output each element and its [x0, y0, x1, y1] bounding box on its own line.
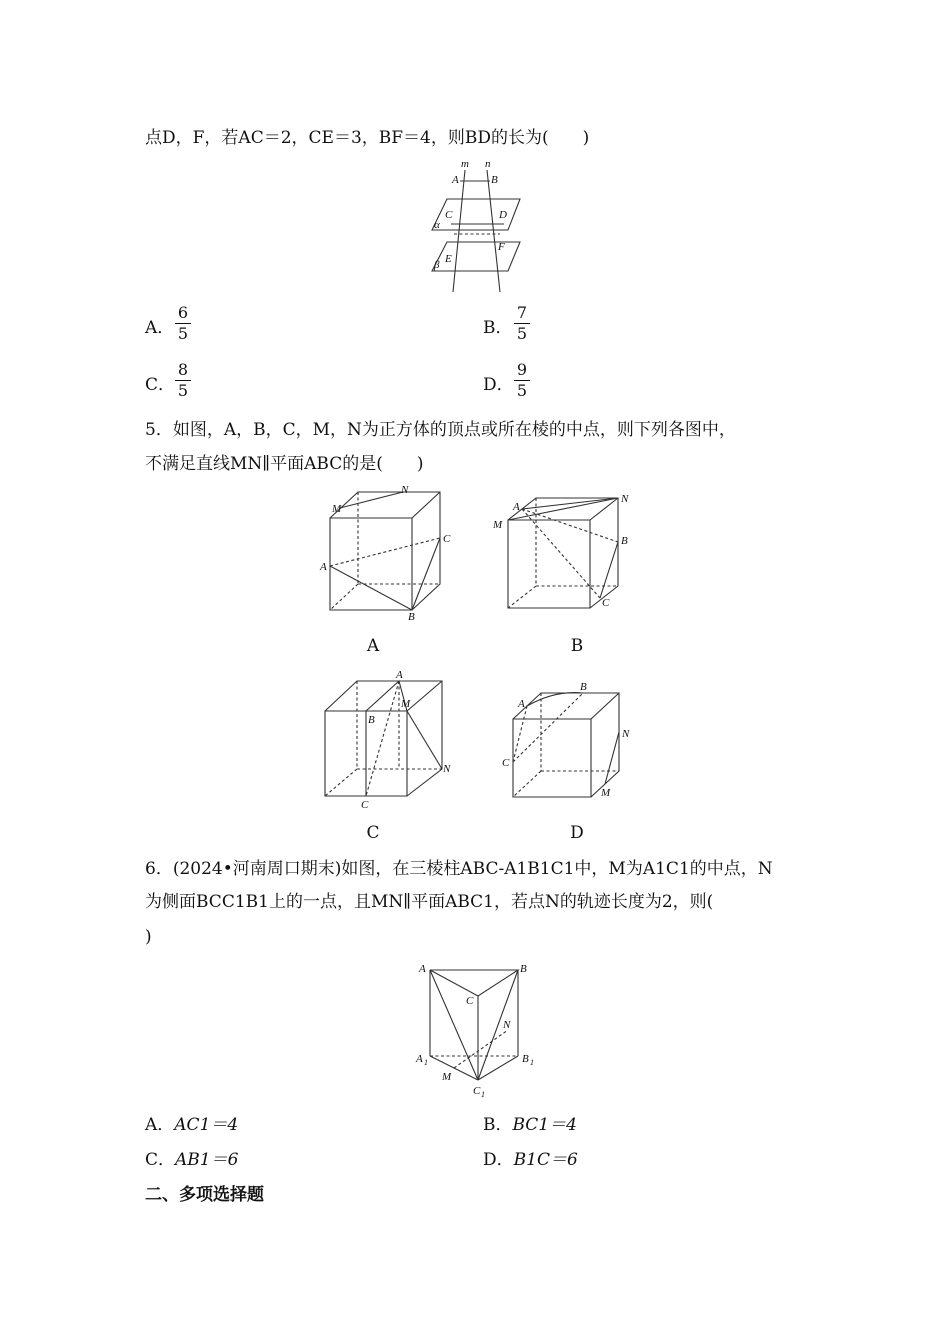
svg-text:M: M — [442, 1071, 452, 1083]
svg-text:A: A — [419, 963, 426, 975]
svg-text:B: B — [580, 681, 587, 693]
q6-stem-line3: ) — [145, 927, 152, 947]
q4-option-d[interactable] — [483, 373, 514, 397]
q6-stem-line2: 为侧面BCC1B1上的一点，且MN∥平面ABC1，若点N的轨迹长度为2，则( — [145, 892, 714, 912]
q4-option-b[interactable] — [483, 316, 513, 340]
label-D: D — [499, 209, 507, 221]
svg-text:M: M — [493, 519, 503, 531]
svg-text:1: 1 — [530, 1058, 534, 1067]
svg-text:A: A — [416, 1053, 423, 1065]
q5-stem-line1: 5．如图，A，B，C，M，N为正方体的顶点或所在棱的中点，则下列各图中， — [145, 420, 736, 440]
option-letter: C． — [145, 375, 176, 395]
svg-text:B: B — [621, 535, 628, 547]
svg-text:B: B — [408, 611, 415, 622]
option-letter: B． — [483, 1115, 513, 1135]
q4-option-a[interactable] — [145, 316, 174, 340]
q6-option-d[interactable] — [483, 1148, 578, 1172]
svg-text:1: 1 — [424, 1058, 428, 1067]
svg-text:M: M — [332, 503, 342, 515]
cube-figure-c — [315, 668, 465, 818]
label-m: m — [461, 158, 469, 170]
svg-text:1: 1 — [481, 1090, 485, 1099]
cube-caption-b: B — [570, 636, 584, 656]
label-A: A — [452, 174, 459, 186]
q4-planes-figure — [420, 154, 530, 296]
cube-figure-b — [490, 488, 640, 618]
line-n — [487, 170, 500, 292]
svg-text:N: N — [443, 763, 451, 775]
cube-figure-a — [318, 482, 458, 622]
svg-text:B: B — [520, 963, 527, 975]
q5-stem-line2: 不满足直线MN∥平面ABC的是( ) — [145, 454, 424, 474]
q4-option-d-fraction: $\frac{9}{5}$ — [514, 360, 530, 401]
svg-text:N: N — [401, 484, 409, 496]
svg-text:C: C — [443, 533, 451, 545]
q6-option-b[interactable] — [483, 1113, 577, 1137]
q6-stem-line1: 6．(2024•河南周口期末)如图，在三棱柱ABC-A1B1C1中，M为A1C1的中点，N — [145, 859, 773, 879]
cube-caption-a: A — [366, 636, 380, 656]
option-letter: D． — [483, 375, 514, 395]
label-C: C — [445, 209, 453, 221]
option-letter: A． — [145, 1115, 175, 1135]
cube-caption-c: C — [366, 823, 380, 843]
label-F: F — [498, 241, 505, 253]
q4-stem: 点D，F，若AC＝2，CE＝3，BF＝4，则BD的长为( ) — [145, 128, 590, 148]
svg-text:C: C — [473, 1085, 481, 1097]
q6-option-a[interactable] — [145, 1113, 238, 1137]
line-m — [453, 170, 465, 292]
option-text: AC1＝4 — [174, 1115, 239, 1135]
svg-text:A: A — [513, 501, 520, 513]
q4-option-b-fraction: $\frac{7}{5}$ — [514, 303, 530, 344]
option-letter: A． — [145, 318, 175, 338]
svg-text:B: B — [368, 714, 375, 726]
option-text: BC1＝4 — [512, 1115, 577, 1135]
cube-figure-d — [495, 676, 645, 806]
section-title: 二、多项选择题 — [145, 1185, 264, 1205]
option-letter: C． — [145, 1150, 176, 1170]
q4-option-c[interactable] — [145, 373, 175, 397]
label-n: n — [485, 158, 491, 170]
svg-text:C: C — [502, 757, 510, 769]
label-beta: β — [434, 259, 440, 271]
option-text: AB1＝6 — [175, 1150, 239, 1170]
svg-text:A: A — [396, 669, 403, 681]
svg-text:C: C — [361, 799, 369, 811]
svg-text:B: B — [522, 1053, 529, 1065]
svg-text:N: N — [503, 1019, 511, 1031]
label-alpha: α — [434, 219, 440, 231]
cube-caption-d: D — [570, 823, 584, 843]
label-B: B — [491, 174, 498, 186]
q6-option-c[interactable] — [145, 1148, 238, 1172]
svg-text:N: N — [622, 728, 630, 740]
q4-option-c-fraction: $\frac{8}{5}$ — [175, 360, 191, 401]
svg-text:M: M — [601, 787, 611, 799]
option-text: B1C＝6 — [513, 1150, 578, 1170]
svg-text:A: A — [518, 698, 525, 710]
option-letter: D． — [483, 1150, 514, 1170]
svg-text:C: C — [466, 995, 474, 1007]
svg-text:C: C — [602, 597, 610, 609]
svg-text:M: M — [401, 698, 411, 710]
svg-text:A: A — [320, 561, 327, 573]
svg-text:N: N — [621, 493, 629, 505]
q4-option-a-fraction: $\frac{6}{5}$ — [175, 303, 191, 344]
prism-figure — [410, 958, 550, 1104]
option-letter: B． — [483, 318, 513, 338]
label-E: E — [445, 253, 452, 265]
